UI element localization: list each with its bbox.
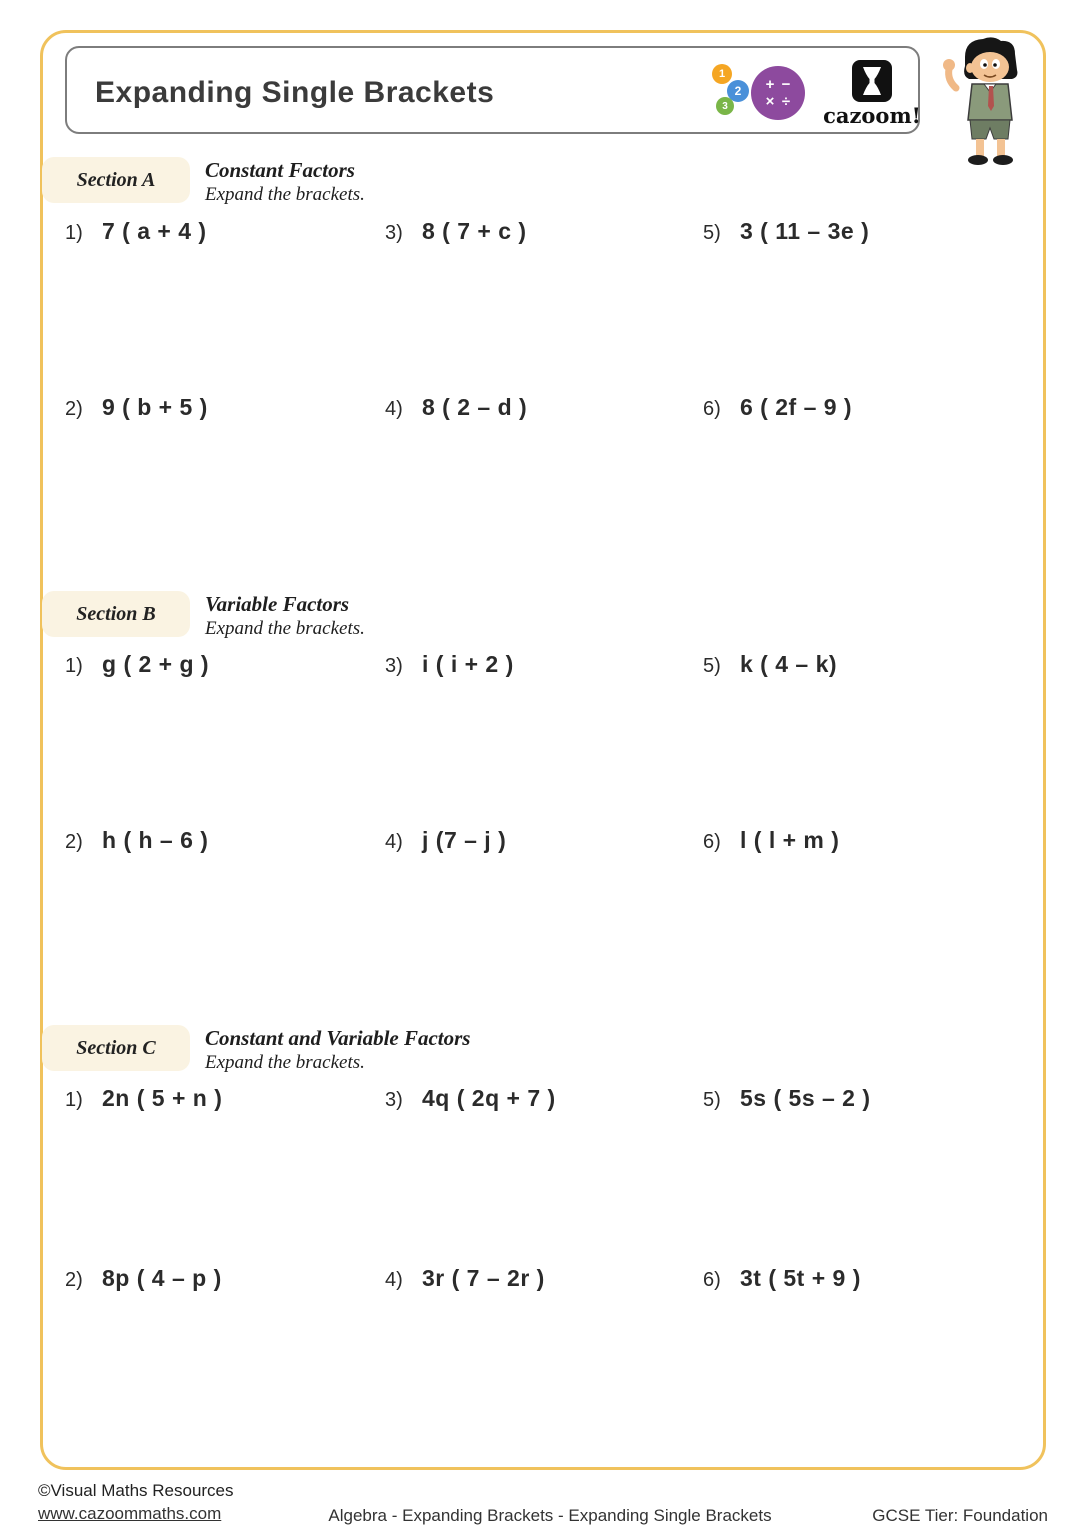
problem-expression: k ( 4 – k) bbox=[740, 651, 838, 677]
section-a-heading: Constant Factors bbox=[205, 158, 355, 182]
problem-expression: g ( 2 + g ) bbox=[102, 651, 210, 677]
problem-number: 6) bbox=[703, 398, 721, 420]
page-border bbox=[40, 30, 1046, 1470]
problem-expression: 8 ( 2 – d ) bbox=[422, 394, 528, 420]
number-badge-1-icon: 1 bbox=[712, 64, 732, 84]
problem-expression: 7 ( a + 4 ) bbox=[102, 218, 207, 244]
operator-plus: + bbox=[765, 76, 775, 93]
problem-b2 bbox=[65, 827, 208, 854]
problem-a6 bbox=[703, 394, 852, 421]
problem-expression: 8 ( 7 + c ) bbox=[422, 218, 527, 244]
problem-expression: 3r ( 7 – 2r ) bbox=[422, 1265, 545, 1291]
problem-c4 bbox=[385, 1265, 545, 1292]
problem-number: 5) bbox=[703, 1089, 721, 1111]
problem-b4 bbox=[385, 827, 506, 854]
problem-number: 5) bbox=[703, 222, 721, 244]
problem-a2 bbox=[65, 394, 208, 421]
problem-c3 bbox=[385, 1085, 556, 1112]
page-title: Expanding Single Brackets bbox=[95, 76, 495, 109]
problem-a1 bbox=[65, 218, 207, 245]
problem-number: 6) bbox=[703, 1269, 721, 1291]
section-a-label bbox=[42, 157, 190, 203]
footer-tier: GCSE Tier: Foundation bbox=[872, 1506, 1048, 1525]
problem-number: 3) bbox=[385, 222, 403, 244]
problem-expression: 5s ( 5s – 2 ) bbox=[740, 1085, 871, 1111]
problem-number: 3) bbox=[385, 655, 403, 677]
number-badge-3-icon: 3 bbox=[716, 97, 734, 115]
problem-a3 bbox=[385, 218, 527, 245]
problem-number: 5) bbox=[703, 655, 721, 677]
problem-expression: 3t ( 5t + 9 ) bbox=[740, 1265, 861, 1291]
problem-number: 6) bbox=[703, 831, 721, 853]
problem-number: 2) bbox=[65, 1269, 83, 1291]
problem-c5 bbox=[703, 1085, 871, 1112]
problem-c1 bbox=[65, 1085, 222, 1112]
number-badge-2-icon: 2 bbox=[727, 80, 749, 102]
cazoom-logo bbox=[823, 60, 921, 128]
section-b-instruction: Expand the brackets. bbox=[205, 618, 365, 639]
problem-b6 bbox=[703, 827, 839, 854]
problem-expression: i ( i + 2 ) bbox=[422, 651, 514, 677]
problem-number: 1) bbox=[65, 655, 83, 677]
section-c-instruction: Expand the brackets. bbox=[205, 1052, 365, 1073]
problem-number: 1) bbox=[65, 1089, 83, 1111]
problem-expression: 4q ( 2q + 7 ) bbox=[422, 1085, 556, 1111]
problem-c6 bbox=[703, 1265, 861, 1292]
problem-number: 2) bbox=[65, 398, 83, 420]
problem-expression: 8p ( 4 – p ) bbox=[102, 1265, 222, 1291]
problem-number: 4) bbox=[385, 398, 403, 420]
math-operators-icon bbox=[751, 66, 805, 120]
operator-divide: ÷ bbox=[781, 93, 791, 110]
operator-times: × bbox=[765, 93, 775, 110]
problem-expression: 2n ( 5 + n ) bbox=[102, 1085, 223, 1111]
cazoom-drum-icon bbox=[852, 60, 892, 102]
section-b-label bbox=[42, 591, 190, 637]
problem-expression: h ( h – 6 ) bbox=[102, 827, 209, 853]
problem-b5 bbox=[703, 651, 837, 678]
problem-expression: j (7 – j ) bbox=[422, 827, 507, 853]
section-b-heading: Variable Factors bbox=[205, 592, 350, 616]
problem-number: 4) bbox=[385, 831, 403, 853]
problem-expression: l ( l + m ) bbox=[740, 827, 840, 853]
section-a-label-text: Section A bbox=[76, 168, 156, 191]
section-c-label bbox=[42, 1025, 190, 1071]
section-a-instruction: Expand the brackets. bbox=[205, 184, 365, 205]
problem-number: 4) bbox=[385, 1269, 403, 1291]
section-c-label-text: Section C bbox=[76, 1036, 156, 1059]
section-c-heading: Constant and Variable Factors bbox=[205, 1026, 471, 1050]
footer-website-link[interactable]: www.cazoommaths.com bbox=[38, 1504, 222, 1523]
mascot-boy-icon bbox=[938, 36, 1038, 173]
problem-number: 2) bbox=[65, 831, 83, 853]
footer-copyright: ©Visual Maths Resources bbox=[38, 1481, 234, 1500]
footer-breadcrumb: Algebra - Expanding Brackets - Expanding Single Brackets bbox=[328, 1506, 772, 1525]
problem-expression: 9 ( b + 5 ) bbox=[102, 394, 208, 420]
problem-number: 1) bbox=[65, 222, 83, 244]
operator-minus: − bbox=[781, 76, 791, 93]
problem-expression: 6 ( 2f – 9 ) bbox=[740, 394, 853, 420]
problem-b3 bbox=[385, 651, 514, 678]
problem-number: 3) bbox=[385, 1089, 403, 1111]
problem-c2 bbox=[65, 1265, 222, 1292]
problem-b1 bbox=[65, 651, 209, 678]
cazoom-brand: cazoom! bbox=[823, 103, 921, 128]
section-b-label-text: Section B bbox=[76, 602, 156, 625]
problem-a4 bbox=[385, 394, 527, 421]
problem-a5 bbox=[703, 218, 869, 245]
problem-expression: 3 ( 11 – 3e ) bbox=[740, 218, 870, 244]
